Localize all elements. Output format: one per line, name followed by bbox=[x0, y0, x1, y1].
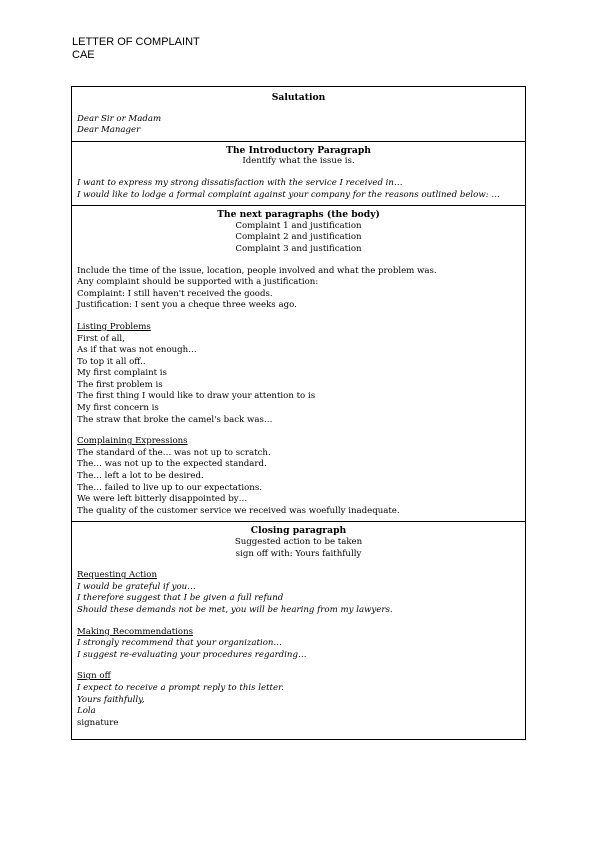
body-subtitle: Complaint 3 and justification bbox=[235, 243, 362, 254]
signoff-item: Yours faithfully, bbox=[77, 694, 145, 705]
recommend-item: I suggest re-evaluating your procedures regarding… bbox=[77, 649, 307, 660]
expression-item: We were left bitterly disappointed by… bbox=[77, 494, 248, 505]
letter-structure-table bbox=[71, 86, 526, 740]
expression-item: The… was not up to the expected standard. bbox=[77, 459, 267, 470]
signoff-heading: Sign off bbox=[77, 671, 111, 682]
listing-item: My first complaint is bbox=[77, 368, 167, 379]
expressions-heading: Complaining Expressions bbox=[77, 436, 188, 447]
doc-subtitle: CAE bbox=[72, 49, 95, 61]
salutation-line: Dear Sir or Madam bbox=[77, 113, 162, 124]
listing-item: First of all, bbox=[77, 333, 125, 344]
expression-item: The standard of the… was not up to scratch. bbox=[77, 447, 271, 458]
listing-item: The first thing I would like to draw your attention to is bbox=[77, 391, 316, 402]
requesting-heading: Requesting Action bbox=[77, 570, 157, 581]
body-note: Include the time of the issue, location, people involved and what the problem was. bbox=[77, 265, 437, 276]
closing-cell bbox=[72, 521, 525, 739]
body-note: Justification: I sent you a cheque three weeks ago. bbox=[77, 300, 297, 311]
intro-example: I want to express my strong dissatisfaction with the service I received in… bbox=[77, 177, 403, 188]
recommend-heading: Making Recommendations bbox=[77, 626, 194, 637]
body-note: Complaint: I still haven't received the goods. bbox=[77, 288, 273, 299]
salutation-cell bbox=[72, 87, 525, 141]
body-title: The next paragraphs (the body) bbox=[217, 209, 380, 221]
signature-label: signature bbox=[77, 717, 119, 728]
signoff-item: I expect to receive a prompt reply to this letter. bbox=[77, 682, 284, 693]
intro-subtitle: Identify what the issue is. bbox=[242, 156, 355, 167]
body-cell bbox=[72, 205, 525, 521]
body-subtitle: Complaint 2 and justification bbox=[235, 232, 362, 243]
closing-subtitle: sign off with: Yours faithfully bbox=[235, 548, 362, 559]
intro-title: The Introductory Paragraph bbox=[226, 144, 371, 156]
listing-item: My first concern is bbox=[77, 403, 159, 414]
signoff-item: Lola bbox=[77, 706, 96, 717]
doc-title: LETTER OF COMPLAINT bbox=[72, 36, 200, 48]
closing-title: Closing paragraph bbox=[250, 525, 347, 537]
listing-item: As if that was not enough… bbox=[77, 345, 197, 356]
recommend-item: I strongly recommend that your organization… bbox=[77, 638, 283, 649]
expression-item: The quality of the customer service we received was woefully inadequate. bbox=[77, 505, 400, 516]
requesting-item: Should these demands not be met, you will be hearing from my lawyers. bbox=[77, 604, 393, 615]
intro-example: I would like to lodge a formal complaint against your company for the reasons outlined below: … bbox=[77, 189, 500, 200]
requesting-item: I therefore suggest that I be given a full refund bbox=[77, 593, 284, 604]
listing-item: The straw that broke the camel's back was… bbox=[77, 414, 273, 425]
expression-item: The… failed to live up to our expectations. bbox=[77, 482, 262, 493]
listing-heading: Listing Problems bbox=[77, 321, 151, 332]
salutation-title: Salutation bbox=[271, 92, 326, 103]
body-note: Any complaint should be supported with a justification: bbox=[77, 277, 319, 288]
listing-item: To top it all off.. bbox=[77, 356, 146, 367]
intro-cell bbox=[72, 141, 525, 205]
requesting-item: I would be grateful if you… bbox=[77, 581, 196, 592]
body-subtitle: Complaint 1 and justification bbox=[235, 220, 362, 231]
listing-item: The first problem is bbox=[77, 379, 163, 390]
salutation-line: Dear Manager bbox=[77, 125, 141, 136]
closing-subtitle: Suggested action to be taken bbox=[234, 537, 363, 547]
document-header bbox=[72, 36, 200, 62]
expression-item: The… left a lot to be desired. bbox=[77, 471, 204, 482]
